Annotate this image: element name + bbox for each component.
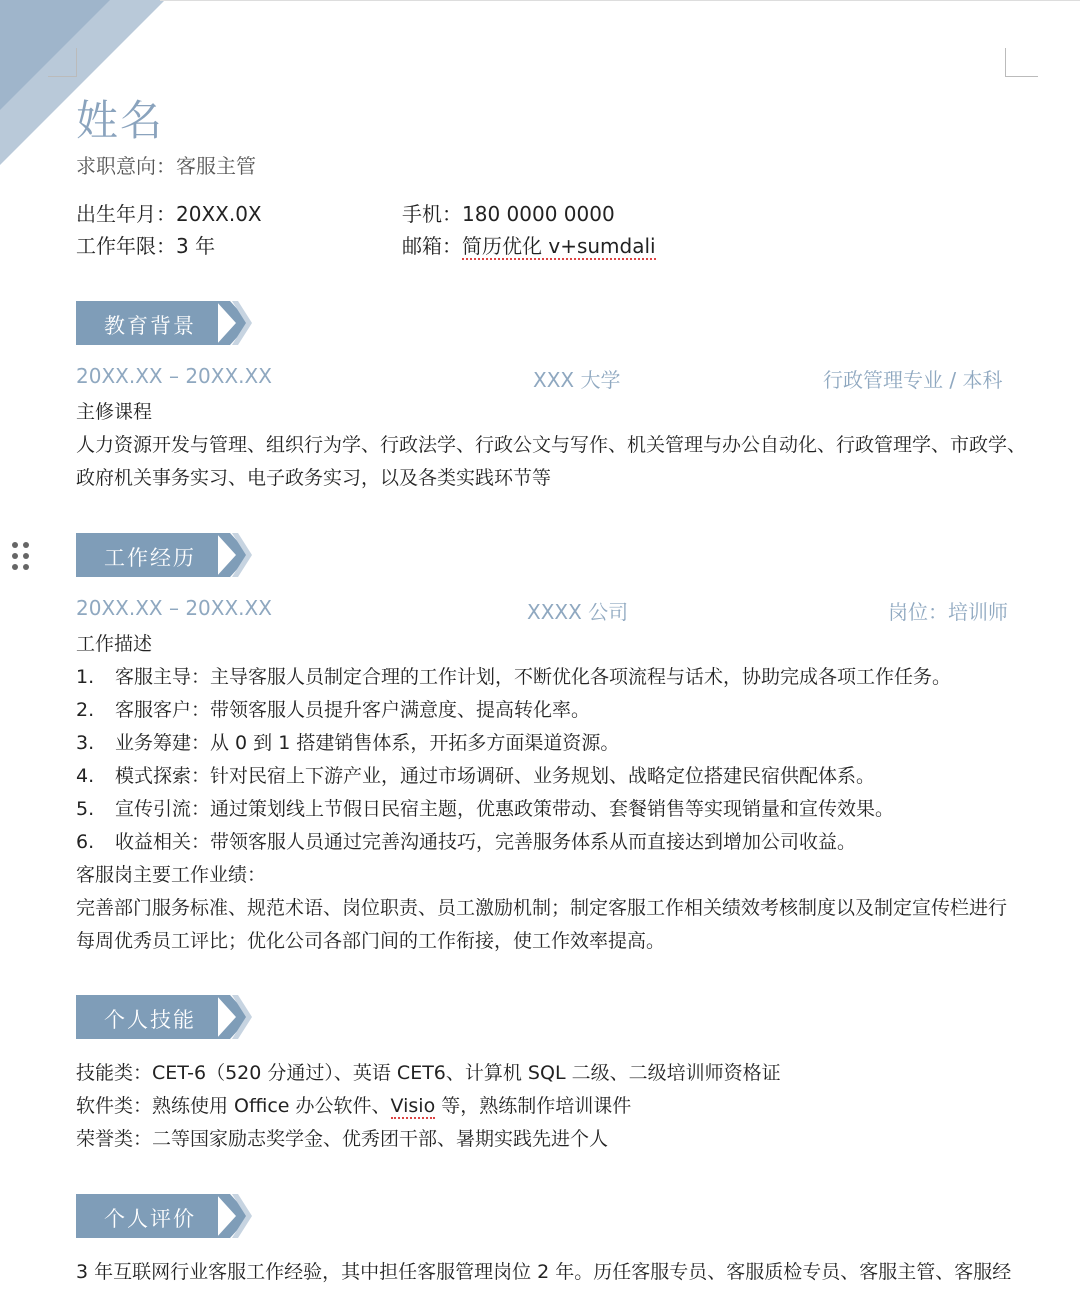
section-title: 个人技能 [104, 1008, 196, 1032]
list-item [76, 728, 619, 755]
chevron-right-icon [216, 533, 252, 577]
drag-handle-icon[interactable] [11, 541, 31, 571]
skills-line: 荣誉类：二等国家励志奖学金、优秀团干部、暑期实践先进个人 [76, 1128, 609, 1150]
chevron-right-icon [216, 1194, 252, 1238]
edu-school: XXX 大学 [533, 368, 621, 392]
work-position: 岗位：培训师 [888, 600, 1008, 624]
chevron-right-icon [216, 995, 252, 1039]
skills-line: 技能类：CET-6（520 分通过）、英语 CET6、计算机 SQL 二级、二级培训师资格证 [76, 1062, 781, 1084]
info-birth [76, 198, 262, 227]
section-header-education [76, 301, 252, 345]
list-text: 客服主导：主导客服人员制定合理的工作计划，不断优化各项流程与话术，协助完成各项工作任务。 [115, 666, 952, 688]
section-title: 教育背景 [104, 314, 196, 338]
info-years [76, 230, 215, 259]
info-value: 简历优化 v+sumdali [462, 234, 656, 258]
info-label: 手机： [402, 202, 462, 226]
info-label: 邮箱： [402, 234, 462, 258]
section-header-evaluation [76, 1194, 252, 1238]
list-text: 客服客户：带领客服人员提升客户满意度、提高转化率。 [115, 699, 591, 721]
skills-text: 等，熟练制作培训课件 [435, 1095, 632, 1117]
edu-major: 行政管理专业 / 本科 [823, 368, 1003, 392]
list-item [76, 827, 856, 854]
list-item [76, 794, 894, 821]
achievements-line: 完善部门服务标准、规范术语、岗位职责、员工激励机制；制定客服工作相关绩效考核制度以及制定宣传栏进行 [76, 897, 1008, 919]
list-item [76, 761, 875, 788]
achievements-line: 每周优秀员工评比；优化公司各部门间的工作衔接，使工作效率提高。 [76, 930, 666, 952]
edu-date: 20XX.XX – 20XX.XX [76, 364, 272, 388]
info-label: 出生年月： [76, 202, 176, 226]
work-company: XXXX 公司 [527, 600, 629, 624]
info-label: 工作年限： [76, 234, 176, 258]
work-date: 20XX.XX – 20XX.XX [76, 596, 272, 620]
info-value: 3 年 [176, 234, 216, 258]
crop-mark-right [1005, 48, 1038, 77]
chevron-right-icon [216, 301, 252, 345]
list-text: 收益相关：带领客服人员通过完善沟通技巧，完善服务体系从而直接达到增加公司收益。 [115, 831, 857, 853]
evaluation-line: 3 年互联网行业客服工作经验，其中担任客服管理岗位 2 年。历任客服专员、客服质检专员、客服主管、客服经 [76, 1261, 1012, 1283]
list-number: 4. [76, 765, 95, 787]
list-text: 业务筹建：从 0 到 1 搭建销售体系，开拓多方面渠道资源。 [115, 732, 620, 754]
skills-line [76, 1091, 631, 1118]
courses-line: 人力资源开发与管理、组织行为学、行政法学、行政公文与写作、机关管理与办公自动化、行政管理学、市政学、 [76, 434, 1027, 456]
courses-line: 政府机关事务实习、电子政务实习，以及各类实践环节等 [76, 467, 552, 489]
info-value: 180 0000 0000 [462, 202, 615, 226]
list-text: 模式探索：针对民宿上下游产业，通过市场调研、业务规划、战略定位搭建民宿供配体系。 [115, 765, 876, 787]
list-number: 3. [76, 732, 95, 754]
list-number: 6. [76, 831, 95, 853]
info-email [402, 230, 656, 259]
skills-text: Visio [390, 1095, 436, 1117]
work-desc-title: 工作描述 [76, 633, 153, 655]
section-title: 个人评价 [104, 1207, 196, 1231]
top-border [160, 0, 1080, 1]
section-title: 工作经历 [104, 546, 196, 570]
list-number: 2. [76, 699, 95, 721]
list-number: 1. [76, 666, 95, 688]
skills-text: 软件类：熟练使用 Office 办公软件、 [76, 1095, 391, 1117]
list-text: 宣传引流：通过策划线上节假日民宿主题，优惠政策带动、套餐销售等实现销量和宣传效果。 [115, 798, 895, 820]
job-intent: 求职意向：客服主管 [76, 154, 256, 178]
list-item [76, 662, 951, 689]
achievements-title: 客服岗主要工作业绩： [76, 864, 267, 886]
candidate-name: 姓名 [76, 96, 165, 145]
section-header-work [76, 533, 252, 577]
list-number: 5. [76, 798, 95, 820]
list-item [76, 695, 590, 722]
info-value: 20XX.0X [176, 202, 262, 226]
info-phone [402, 198, 615, 227]
courses-title: 主修课程 [76, 401, 153, 423]
crop-mark-left [48, 48, 77, 77]
section-header-skills [76, 995, 252, 1039]
